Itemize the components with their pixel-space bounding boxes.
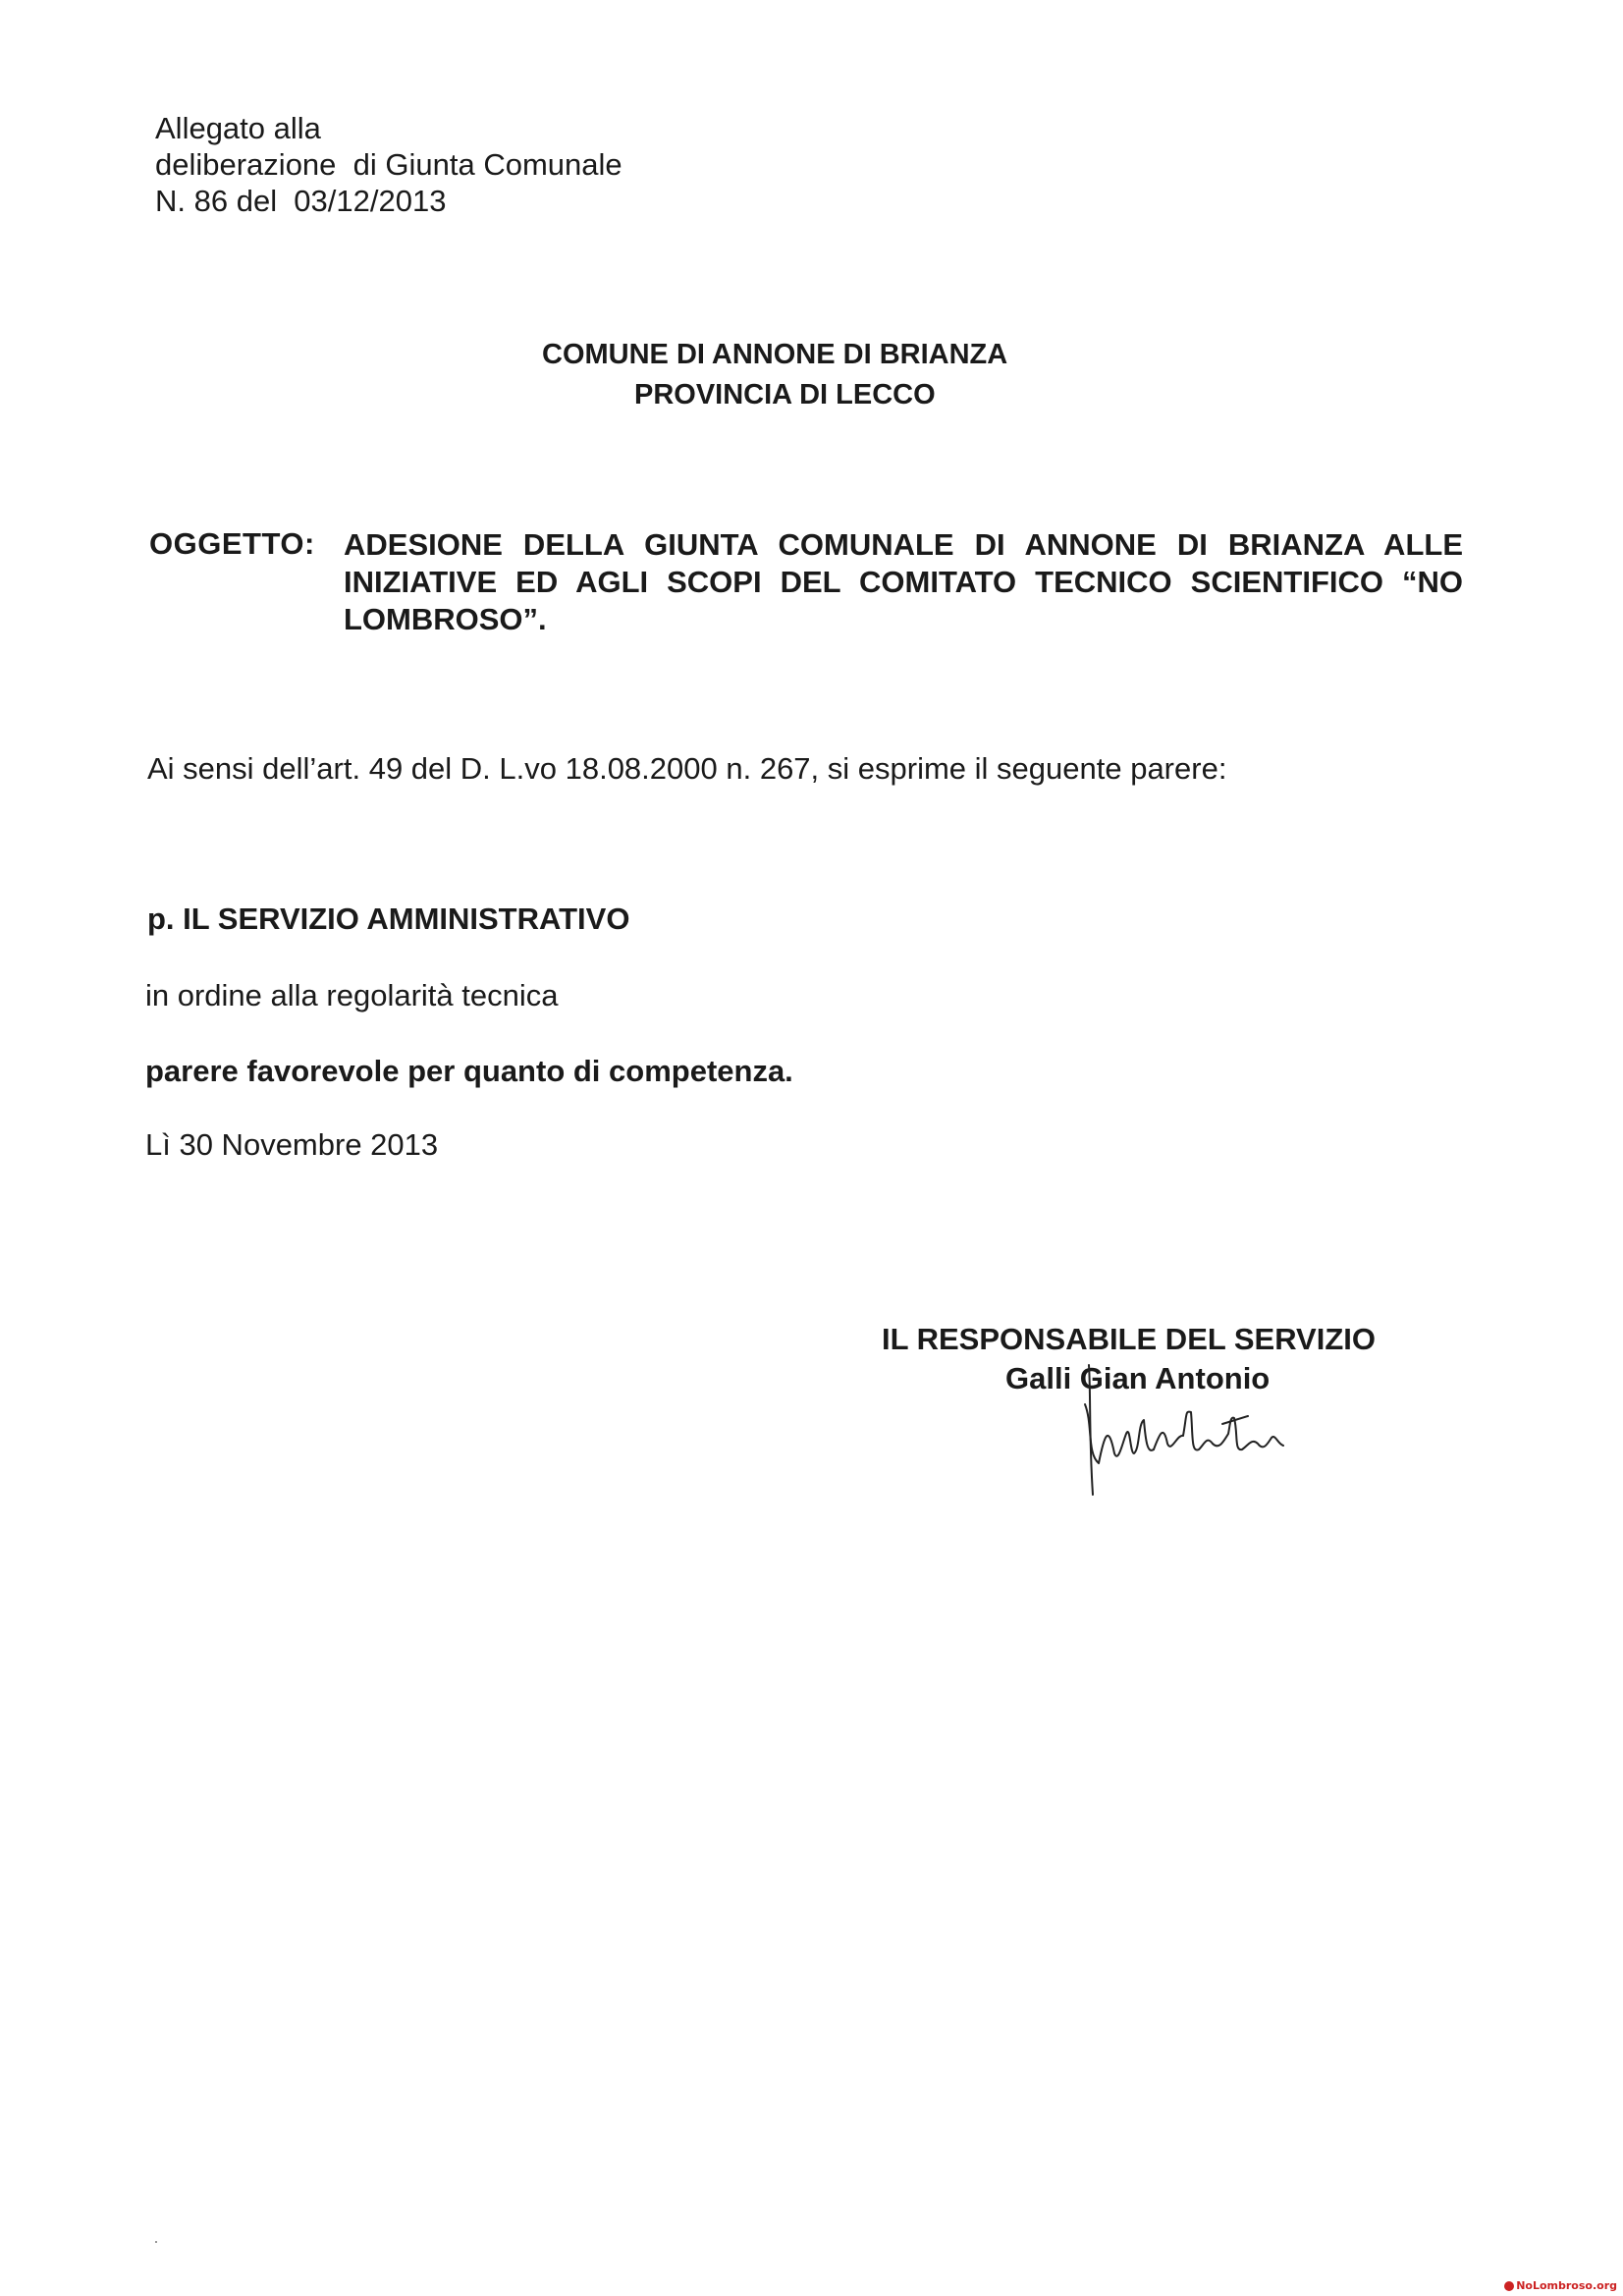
oggetto-text: ADESIONE DELLA GIUNTA COMUNALE DI ANNONE DI BRIANZA ALLE INIZIATIVE ED AGLI SCOPI DEL COMITATO TECNICO SCIENTIFICO “NO LOMBROSO”.: [344, 527, 1463, 636]
provincia-title: PROVINCIA DI LECCO: [634, 379, 936, 410]
parere-text: parere favorevole per quanto di competenza.: [145, 1054, 793, 1088]
deliberazione-line: deliberazione di Giunta Comunale: [155, 147, 622, 182]
allegato-line: Allegato alla: [155, 111, 321, 145]
scan-speck: [155, 2241, 157, 2243]
handwritten-signature: [1075, 1355, 1311, 1503]
servizio-heading: p. IL SERVIZIO AMMINISTRATIVO: [147, 902, 630, 936]
responsabile-title: IL RESPONSABILE DEL SERVIZIO: [882, 1322, 1376, 1356]
numero-data-line: N. 86 del 03/12/2013: [155, 184, 447, 218]
comune-title: COMUNE DI ANNONE DI BRIANZA: [542, 339, 1008, 370]
luogo-data: Lì 30 Novembre 2013: [145, 1127, 439, 1162]
responsabile-name: Galli Gian Antonio: [1005, 1361, 1271, 1395]
regolarita-text: in ordine alla regolarità tecnica: [145, 978, 559, 1012]
oggetto-label: OGGETTO:: [149, 526, 315, 561]
riferimento-normativo: Ai sensi dell’art. 49 del D. L.vo 18.08.2000 n. 267, si esprime il seguente parere:: [147, 751, 1227, 786]
watermark-text: NoLombroso.org: [1516, 2279, 1617, 2292]
watermark-logo-icon: [1504, 2281, 1514, 2291]
allegato-header: [155, 110, 622, 219]
watermark: [1504, 2279, 1617, 2292]
